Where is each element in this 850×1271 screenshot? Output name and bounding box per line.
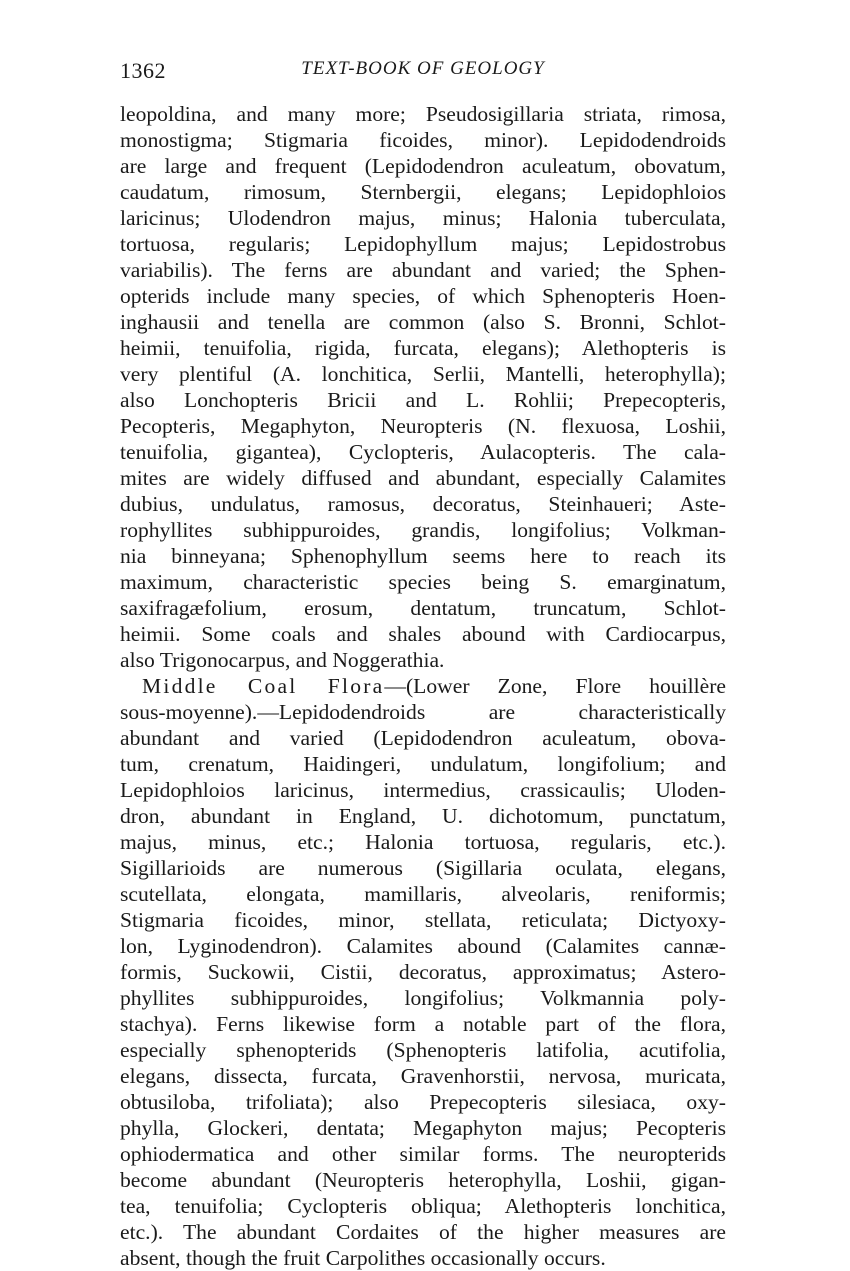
text-line: Stigmaria ficoides, minor, stellata, reticulata; Dictyoxy- bbox=[120, 908, 726, 932]
text-line: rophyllites subhippuroides, grandis, longifolius; Volkman- bbox=[120, 518, 726, 542]
text-line: tea, tenuifolia; Cyclopteris obliqua; Alethopteris lonchitica, bbox=[120, 1194, 726, 1218]
text-line: ophiodermatica and other similar forms. The neuropterids bbox=[120, 1142, 726, 1166]
text-line: become abundant (Neuropteris heterophylla, Loshii, gigan- bbox=[120, 1168, 726, 1192]
text-line: phyllites subhippuroides, longifolius; Volkmannia poly- bbox=[120, 986, 726, 1010]
text-line: Pecopteris, Megaphyton, Neuropteris (N. flexuosa, Loshii, bbox=[120, 414, 726, 438]
text-line: mites are widely diffused and abundant, especially Calamites bbox=[120, 466, 726, 490]
text-line: majus, minus, etc.; Halonia tortuosa, regularis, etc.). bbox=[120, 830, 726, 854]
text-line: scutellata, elongata, mamillaris, alveolaris, reniformis; bbox=[120, 882, 726, 906]
text-line: nia binneyana; Sphenophyllum seems here to reach its bbox=[120, 544, 726, 568]
text-line: are large and frequent (Lepidodendron aculeatum, obovatum, bbox=[120, 154, 726, 178]
text-line: Lepidophloios laricinus, intermedius, crassicaulis; Uloden- bbox=[120, 778, 726, 802]
text-line: laricinus; Ulodendron majus, minus; Halonia tuberculata, bbox=[120, 206, 726, 230]
text-line: stachya). Ferns likewise form a notable part of the flora, bbox=[120, 1012, 726, 1036]
text-line: obtusiloba, trifoliata); also Prepecopteris silesiaca, oxy- bbox=[120, 1090, 726, 1114]
text-line: dubius, undulatus, ramosus, decoratus, Steinhaueri; Aste- bbox=[120, 492, 726, 516]
text-line: inghausii and tenella are common (also S. Bronni, Schlot- bbox=[120, 310, 726, 334]
text-line: formis, Suckowii, Cistii, decoratus, approximatus; Astero- bbox=[120, 960, 726, 984]
body-text bbox=[120, 101, 726, 1271]
text-line: sous-moyenne).—Lepidodendroids are characteristically bbox=[120, 700, 726, 724]
text-line: especially sphenopterids (Sphenopteris latifolia, acutifolia, bbox=[120, 1038, 726, 1062]
text-line: etc.). The abundant Cordaites of the higher measures are bbox=[120, 1220, 726, 1244]
text-line: phylla, Glockeri, dentata; Megaphyton majus; Pecopteris bbox=[120, 1116, 726, 1140]
text-line: tortuosa, regularis; Lepidophyllum majus; Lepidostrobus bbox=[120, 232, 726, 256]
text-line: heimii. Some coals and shales abound with Cardiocarpus, bbox=[120, 622, 726, 646]
page-number: 1362 bbox=[120, 58, 166, 83]
text-line: very plentiful (A. lonchitica, Serlii, Mantelli, heterophylla); bbox=[120, 362, 726, 386]
text-line: opterids include many species, of which Sphenopteris Hoen- bbox=[120, 284, 726, 308]
text-line: Sigillarioids are numerous (Sigillaria oculata, elegans, bbox=[120, 856, 726, 880]
text-line: also Trigonocarpus, and Noggerathia. bbox=[120, 648, 445, 672]
text-line: tum, crenatum, Haidingeri, undulatum, longifolium; and bbox=[120, 752, 726, 776]
text-line: monostigma; Stigmaria ficoides, minor). Lepidodendroids bbox=[120, 128, 726, 152]
page-header bbox=[120, 58, 726, 88]
running-head: TEXT-BOOK OF GEOLOGY bbox=[301, 58, 545, 79]
text-line: dron, abundant in England, U. dichotomum, punctatum, bbox=[120, 804, 726, 828]
section-heading: Middle Coal Flora bbox=[142, 674, 385, 698]
section-heading-line bbox=[120, 673, 726, 699]
text-line: caudatum, rimosum, Sternbergii, elegans; Lepidophloios bbox=[120, 180, 726, 204]
text-line: absent, though the fruit Carpolithes occasionally occurs. bbox=[120, 1246, 606, 1270]
text-line: variabilis). The ferns are abundant and varied; the Sphen- bbox=[120, 258, 726, 282]
text-line: abundant and varied (Lepidodendron aculeatum, obova- bbox=[120, 726, 726, 750]
text-line: also Lonchopteris Bricii and L. Rohlii; Prepecopteris, bbox=[120, 388, 726, 412]
section-heading-rest: —(Lower Zone, Flore houillère bbox=[384, 674, 726, 698]
text-line: lon, Lyginodendron). Calamites abound (Calamites cannæ- bbox=[120, 934, 726, 958]
text-line: saxifragæfolium, erosum, dentatum, truncatum, Schlot- bbox=[120, 596, 726, 620]
text-line: tenuifolia, gigantea), Cyclopteris, Aulacopteris. The cala- bbox=[120, 440, 726, 464]
text-line: maximum, characteristic species being S. emarginatum, bbox=[120, 570, 726, 594]
text-line: elegans, dissecta, furcata, Gravenhorstii, nervosa, muricata, bbox=[120, 1064, 726, 1088]
text-line: heimii, tenuifolia, rigida, furcata, elegans); Alethopteris is bbox=[120, 336, 726, 360]
text-line: leopoldina, and many more; Pseudosigillaria striata, rimosa, bbox=[120, 102, 726, 126]
